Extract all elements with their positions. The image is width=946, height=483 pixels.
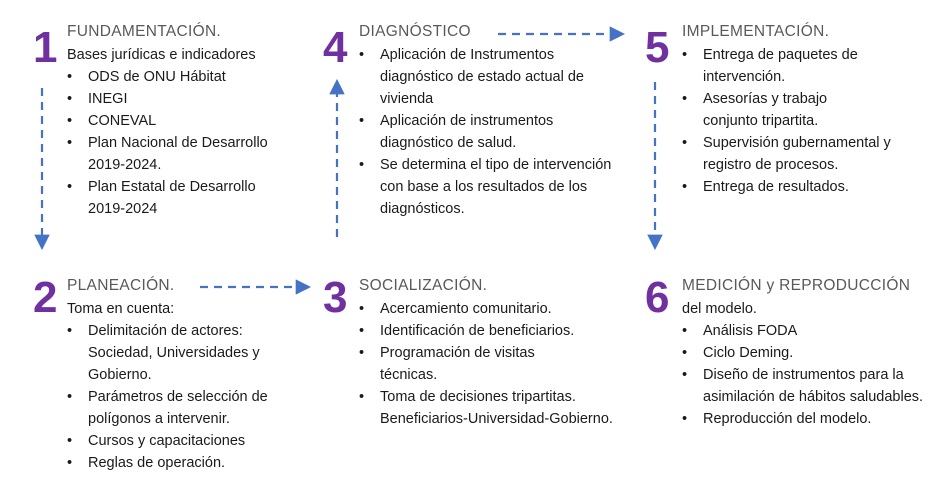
step-5-item: • Asesorías y trabajo conjunto tripartita.: [682, 88, 883, 132]
step-2-title: PLANEACIÓN.: [67, 277, 175, 294]
step-5-item: • Supervisión gubernamental y registro de procesos.: [682, 132, 903, 176]
step-4-item: • Se determina el tipo de intervención con base a los resultados de los diagnósticos.: [359, 154, 620, 220]
step-1-item: • Plan Estatal de Desarrollo 2019-2024: [67, 176, 293, 220]
step-5-number: 5: [645, 23, 670, 72]
step-6-title: MEDICIÓN y REPRODUCCIÓN: [682, 277, 911, 294]
step-1-number: 1: [33, 23, 58, 72]
step-3-item: • Identificación de beneficiarios.: [359, 320, 629, 342]
step-6-item: • Ciclo Deming.: [682, 342, 932, 364]
step-4-title: DIAGNÓSTICO: [359, 23, 471, 40]
step-1-intro: Bases jurídicas e indicadores: [67, 47, 256, 63]
step-6-item: • Reproducción del modelo.: [682, 408, 932, 430]
step-1-title: FUNDAMENTACIÓN.: [67, 23, 222, 40]
step-2-item: • Delimitación de actores: Sociedad, Universidades y Gobierno.: [67, 320, 306, 386]
step-4-item: • Aplicación de Instrumentos diagnóstico de estado actual de vivienda: [359, 44, 594, 110]
step-2-item: • Reglas de operación.: [67, 452, 307, 474]
step-6-item: • Análisis FODA: [682, 320, 932, 342]
step-3-item: • Toma de decisiones tripartitas. Beneficiarios-Universidad-Gobierno.: [359, 386, 625, 430]
step-4-number: 4: [323, 23, 348, 72]
step-1-item: • ODS de ONU Hábitat: [67, 66, 307, 88]
step-6-number: 6: [645, 273, 670, 322]
step-2-item: • Parámetros de selección de polígonos a intervenir.: [67, 386, 293, 430]
step-6-intro: del modelo.: [682, 301, 757, 317]
step-1-item: • INEGI: [67, 88, 307, 110]
step-1-item: • CONEVAL: [67, 110, 307, 132]
step-4-item: • Aplicación de instrumentos diagnóstico de salud.: [359, 110, 594, 154]
step-3-item: • Programación de visitas técnicas.: [359, 342, 580, 386]
step-2-item: • Cursos y capacitaciones: [67, 430, 307, 452]
step-5-title: IMPLEMENTACIÓN.: [682, 23, 830, 40]
step-3-item: • Acercamiento comunitario.: [359, 298, 629, 320]
step-6-item: • Diseño de instrumentos para la asimilación de hábitos saludables.: [682, 364, 938, 408]
step-5-item: • Entrega de resultados.: [682, 176, 922, 198]
step-3-title: SOCIALIZACIÓN.: [359, 277, 488, 294]
step-2-intro: Toma en cuenta:: [67, 301, 175, 317]
step-2-number: 2: [33, 273, 58, 322]
step-1-item: • Plan Nacional de Desarrollo 2019-2024.: [67, 132, 293, 176]
step-5-item: • Entrega de paquetes de intervención.: [682, 44, 888, 88]
step-3-number: 3: [323, 273, 348, 322]
